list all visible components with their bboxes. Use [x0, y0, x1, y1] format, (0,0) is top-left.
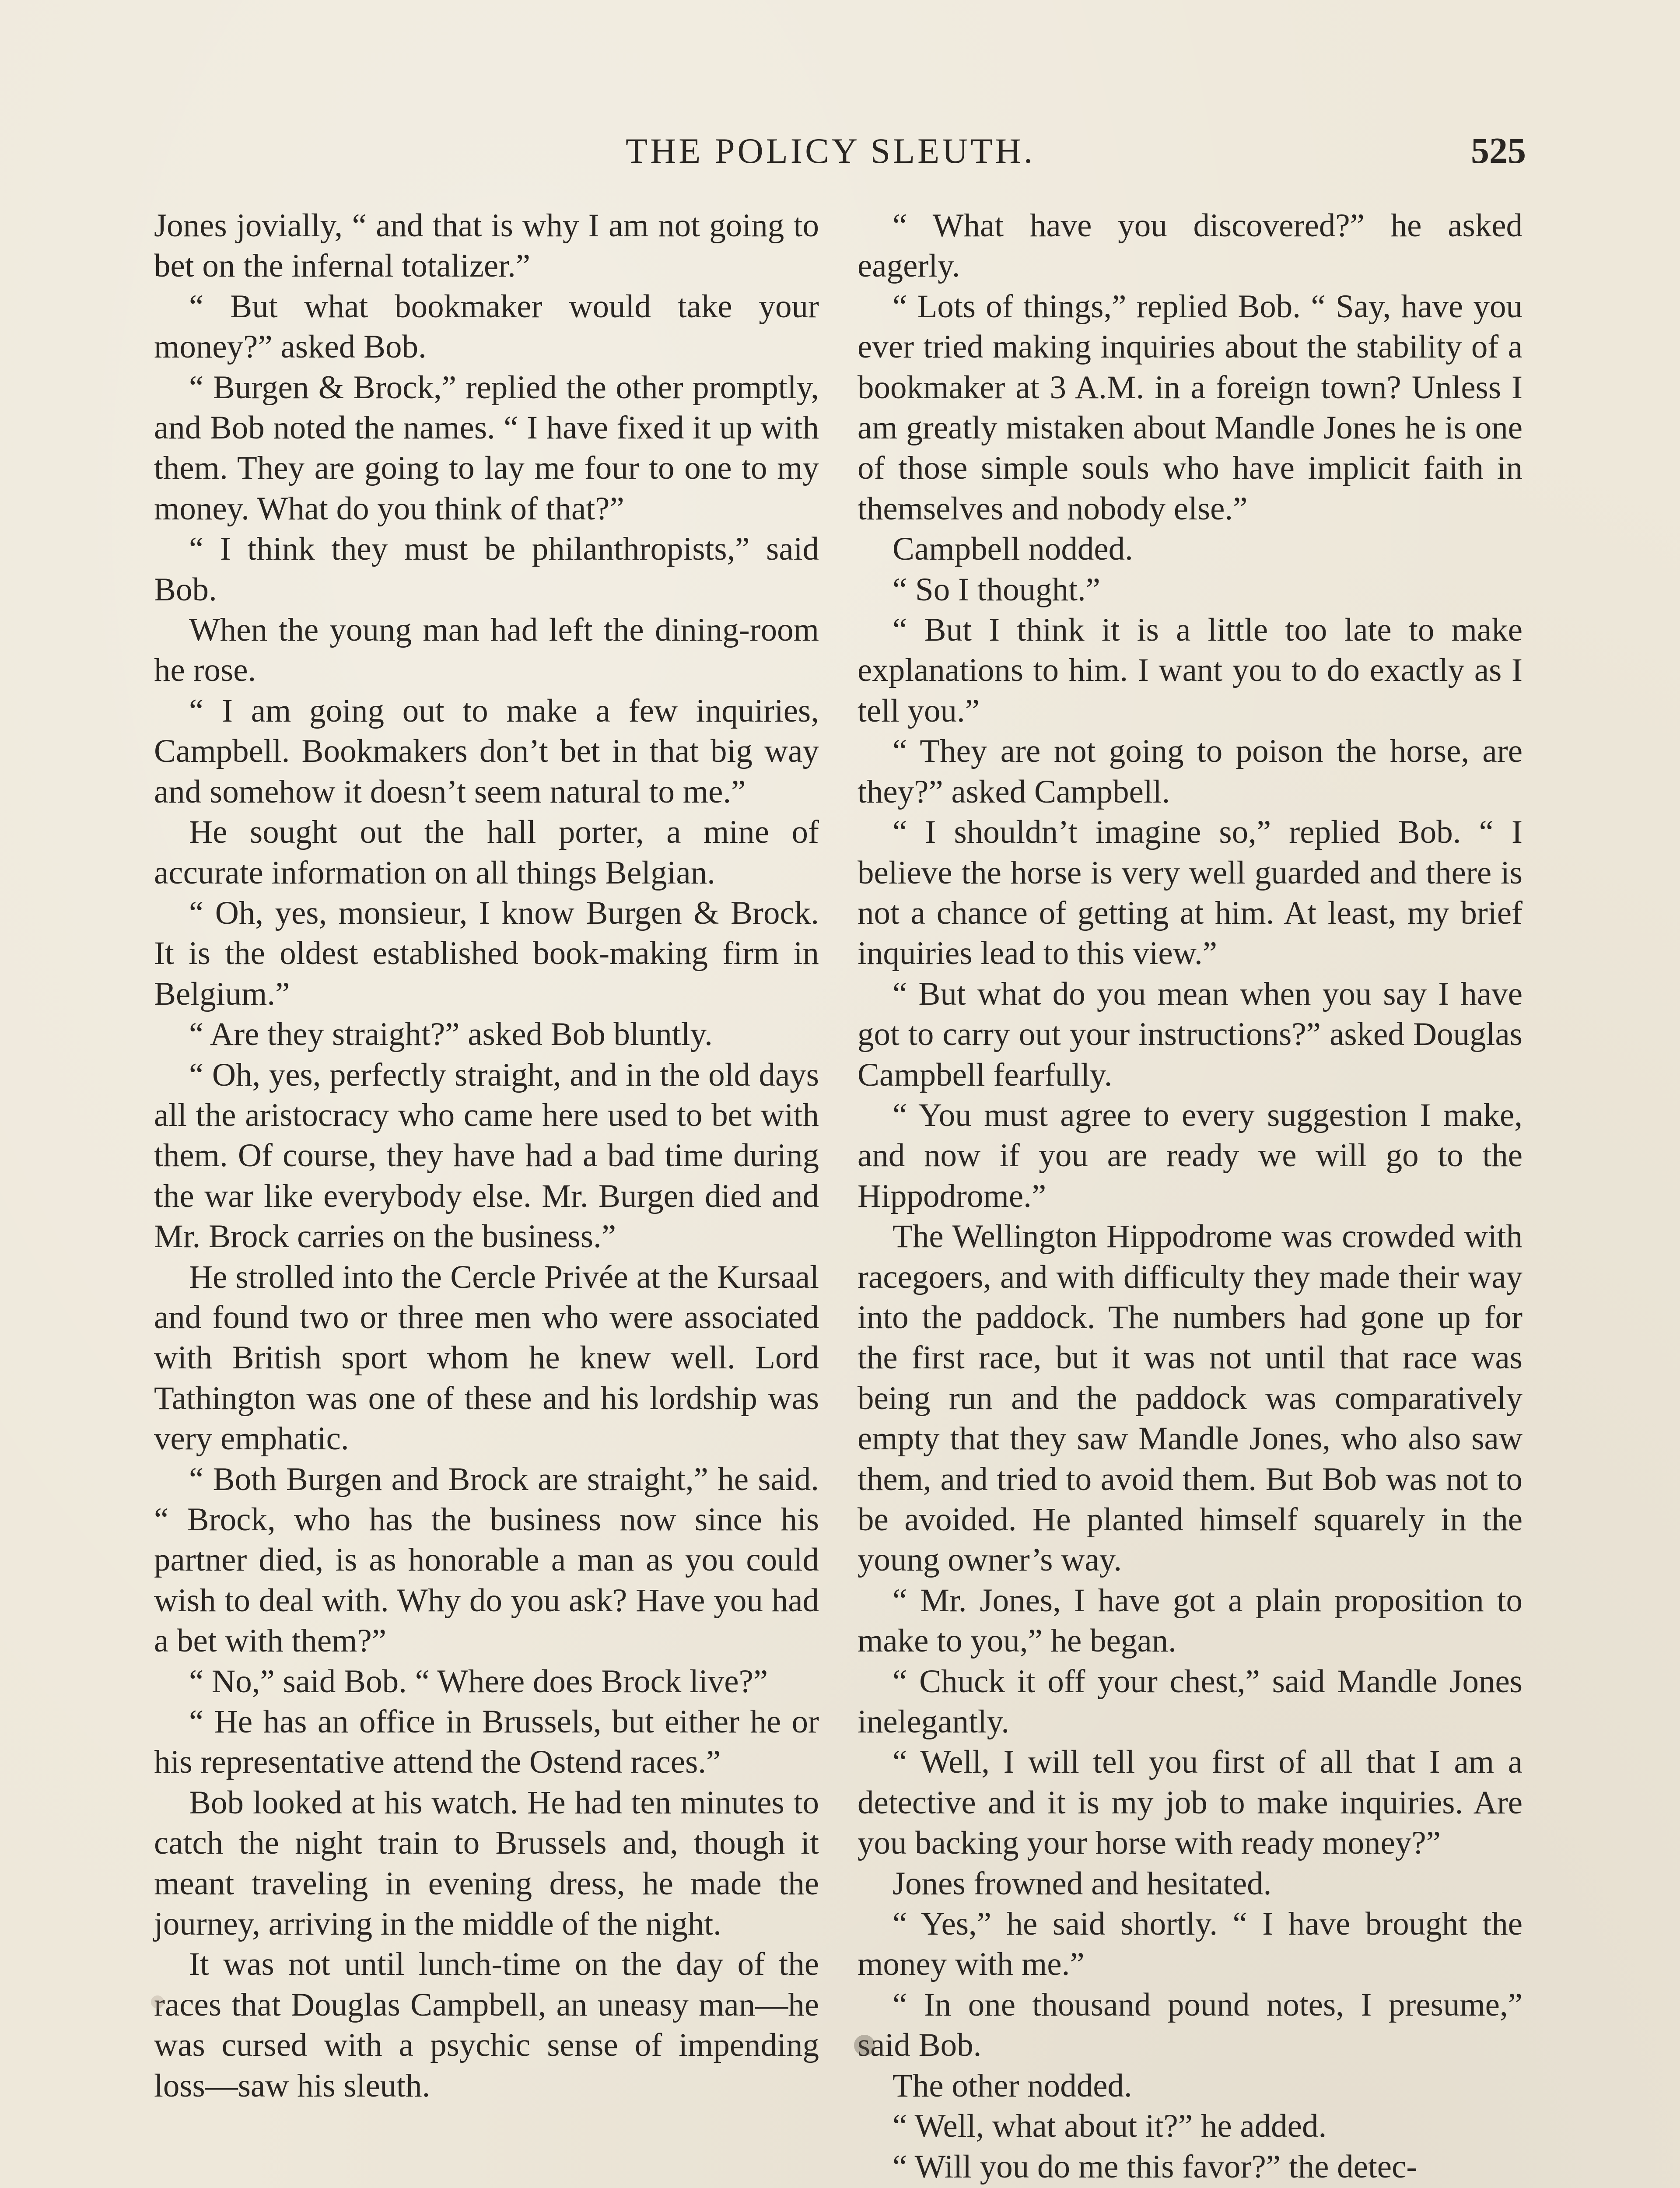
paragraph: The other nodded.	[892, 2067, 1132, 2104]
paragraph: “ Both Burgen and Brock are straight,” he said. “ Brock, who has the business now since his partner died, is as honorable a man as you could wish to deal with. Why do you ask? Have you had a bet with them?”	[154, 1461, 819, 1659]
paragraph: “ Yes,” he said shortly. “ I have brought the money with me.”	[858, 1906, 1522, 1983]
paragraph: He strolled into the Cercle Privée at the Kursaal and found two or three men who were associated with British sport whom he knew well. Lord Tathington was one of these and his lordship was very emphatic.	[154, 1259, 819, 1457]
left-column	[154, 206, 819, 2106]
paragraph: “ I think they must be philanthropists,” said Bob.	[154, 531, 819, 608]
paragraph: “ Lots of things,” replied Bob. “ Say, have you ever tried making inquiries about the stability of a bookmaker at 3 A.M. in a foreign town? Unless I am greatly mistaken about Mandle Jones he is one of those simple souls who have implicit faith in themselves and nobody else.”	[858, 288, 1522, 527]
paragraph: “ I shouldn’t imagine so,” replied Bob. “ I believe the horse is very well guarded and there is not a chance of getting at him. At least, my brief inquiries lead to this view.”	[858, 814, 1522, 972]
paragraph: “ Oh, yes, monsieur, I know Burgen & Brock. It is the oldest established book-making firm in Belgium.”	[154, 894, 819, 1012]
paragraph: “ Are they straight?” asked Bob bluntly.	[189, 1016, 713, 1053]
paragraph: “ But what bookmaker would take your money?” asked Bob.	[154, 288, 819, 365]
paragraph: Campbell nodded.	[892, 531, 1133, 568]
paragraph: He sought out the hall porter, a mine of accurate information on all things Belgian.	[154, 814, 819, 891]
page-number: 525	[1471, 130, 1526, 171]
paragraph: “ In one thousand pound notes, I presume,” said Bob.	[858, 1986, 1522, 2064]
paragraph: “ Well, I will tell you first of all that I am a detective and it is my job to make inquiries. Are you backing your horse with ready money?”	[858, 1744, 1522, 1862]
paragraph: “ What have you discovered?” he asked eagerly.	[858, 207, 1522, 284]
paragraph: “ Oh, yes, perfectly straight, and in the old days all the aristocracy who came here used to bet with them. Of course, they have had a bad time during the war like everybody else. Mr. Burgen died and Mr. Brock carries on the business.”	[154, 1056, 819, 1255]
paragraph: “ Mr. Jones, I have got a plain proposition to make to you,” he began.	[858, 1582, 1522, 1659]
right-column	[858, 206, 1522, 2187]
running-head: THE POLICY SLEUTH.	[626, 131, 1036, 171]
paragraph: “ Burgen & Brock,” replied the other promptly, and Bob noted the names. “ I have fixed it up with them. They are going to lay me four to one to my money. What do you think of that?”	[154, 369, 819, 527]
paragraph: The Wellington Hippodrome was crowded with racegoers, and with difficulty they made their way into the paddock. The numbers had gone up for the first race, but it was not until that race was being run and the paddock was comparatively empty that they saw Mandle Jones, who also saw them, and tried to avoid them. But Bob was not to be avoided. He planted himself squarely in the young owner’s way.	[858, 1218, 1522, 1578]
paragraph: It was not until lunch-time on the day of the races that Douglas Campbell, an uneasy man—he was cursed with a psychic sense of impending loss—saw his sleuth.	[154, 1946, 819, 2104]
ink-speck	[151, 1995, 164, 2009]
paragraph: “ No,” said Bob. “ Where does Brock live?”	[189, 1663, 768, 1700]
paragraph: “ But I think it is a little too late to make explanations to him. I want you to do exactly as I tell you.”	[858, 612, 1522, 729]
paragraph: “ Chuck it off your chest,” said Mandle Jones inelegantly.	[858, 1663, 1522, 1740]
paragraph: “ He has an office in Brussels, but either he or his representative attend the Ostend races.”	[154, 1704, 819, 1781]
paragraph: “ They are not going to poison the horse, are they?” asked Campbell.	[858, 733, 1522, 810]
paragraph: Bob looked at his watch. He had ten minutes to catch the night train to Brussels and, though it meant traveling in evening dress, he made the journey, arriving in the middle of the night.	[154, 1784, 819, 1943]
paragraph: “ Will you do me this favor?” the detec-	[892, 2148, 1418, 2185]
paragraph: “ So I thought.”	[892, 571, 1100, 608]
paragraph: When the young man had left the dining-room he rose.	[154, 612, 819, 689]
paragraph: Jones jovially, “ and that is why I am not going to bet on the infernal totalizer.”	[154, 207, 819, 284]
paragraph: “ I am going out to make a few inquiries, Campbell. Bookmakers don’t bet in that big way and somehow it doesn’t seem natural to me.”	[154, 692, 819, 810]
paragraph: “ But what do you mean when you say I have got to carry out your instructions?” asked Douglas Campbell fearfully.	[858, 975, 1522, 1093]
paragraph: “ You must agree to every suggestion I make, and now if you are ready we will go to the Hippodrome.”	[858, 1097, 1522, 1214]
ink-speck	[854, 2035, 875, 2056]
paragraph: “ Well, what about it?” he added.	[892, 2108, 1327, 2145]
paragraph: Jones frowned and hesitated.	[892, 1865, 1272, 1902]
